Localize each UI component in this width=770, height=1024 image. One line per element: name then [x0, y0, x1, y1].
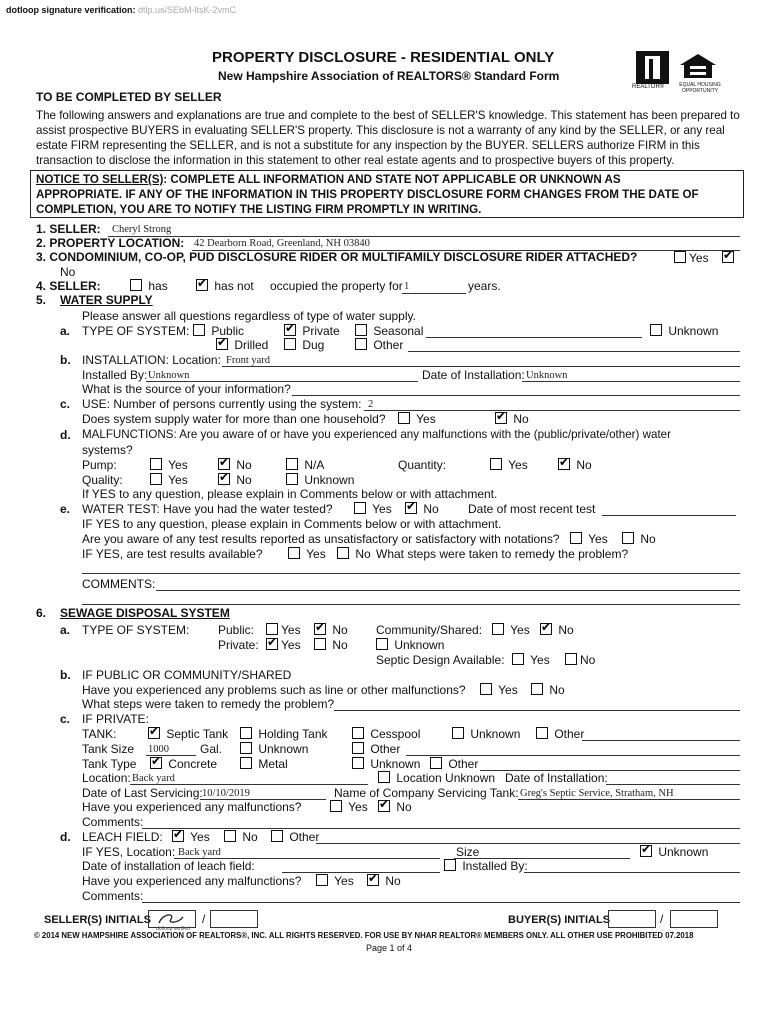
- verification-label: dotloop signature verification:: [6, 5, 136, 15]
- seasonal-label: Seasonal: [373, 324, 424, 338]
- unknown-label: Unknown: [658, 845, 709, 859]
- quality-unknown[interactable]: [286, 473, 354, 487]
- notice-label: NOTICE TO SELLER(S): [36, 173, 164, 186]
- no-label: No: [423, 502, 439, 516]
- more-than-one-label: Does system supply water for more than one household?: [82, 412, 386, 426]
- unsatisfactory-label: Are you aware of any test results reported as unsatisfactory or satisfactory with notations?: [82, 532, 560, 546]
- pump-label: Pump:: [82, 458, 117, 472]
- company-label: Name of Company Servicing Tank:: [334, 786, 519, 800]
- occupied-label: occupied the property for: [270, 279, 403, 293]
- water-test-label: WATER TEST: Have you had the water tested?: [82, 502, 333, 516]
- problems-label: Have you experienced any problems such as line or other malfunctions?: [82, 683, 466, 697]
- initials-signature-icon: [149, 911, 195, 927]
- quality-yes-checkbox[interactable]: [150, 473, 162, 485]
- water-private-checkbox[interactable]: [284, 324, 296, 336]
- water-answer-all: Please answer all questions regardless of type of water supply.: [82, 309, 416, 323]
- concrete-option[interactable]: [150, 757, 217, 771]
- problems-yes[interactable]: [480, 683, 518, 697]
- sewage-b: b.: [60, 668, 71, 682]
- sewage-private-yes-checkbox[interactable]: [266, 638, 278, 650]
- leach-other[interactable]: [271, 830, 319, 844]
- no-label: No: [640, 532, 656, 546]
- company-value[interactable]: Greg's Septic Service, Stratham, NH: [520, 788, 674, 799]
- form-title: PROPERTY DISCLOSURE - RESIDENTIAL ONLY: [212, 49, 555, 66]
- sewage-title: SEWAGE DISPOSAL SYSTEM: [60, 606, 230, 620]
- property-location-value[interactable]: 42 Dearborn Road, Greenland, NH 03840: [194, 238, 370, 249]
- pump-yes[interactable]: [150, 458, 188, 472]
- buyer-initials-label: BUYER(S) INITIALS: [508, 914, 611, 926]
- tank-other-checkbox[interactable]: [536, 727, 548, 739]
- yes-label: Yes: [530, 653, 550, 667]
- cesspool-checkbox[interactable]: [352, 727, 364, 739]
- systems-label: systems?: [82, 443, 133, 457]
- seller-initials-label: SELLER(S) INITIALS: [44, 914, 151, 926]
- water-drilled-checkbox[interactable]: [216, 338, 228, 350]
- installed-by-label: Installed By:: [462, 859, 528, 873]
- holding-tank-checkbox[interactable]: [240, 727, 252, 739]
- other-label: Other: [373, 338, 404, 352]
- quantity-no-checkbox[interactable]: [558, 458, 570, 470]
- has-not-checkbox[interactable]: [196, 279, 208, 291]
- leach-date-label: Date of installation of leach field:: [82, 859, 255, 873]
- unsatisfactory-yes-checkbox[interactable]: [570, 532, 582, 544]
- metal-checkbox[interactable]: [240, 757, 252, 769]
- septic-tank-label: Septic Tank: [166, 727, 229, 741]
- cesspool-other-checkbox[interactable]: [352, 742, 364, 754]
- verification-line: [6, 5, 236, 15]
- realtor-logo: [636, 51, 669, 84]
- sewage-private-yes[interactable]: [266, 638, 301, 652]
- sewage-public-label: Public:: [218, 623, 255, 637]
- tank-malfunctions-no-checkbox[interactable]: [378, 800, 390, 812]
- tank-label: TANK:: [82, 727, 117, 741]
- tank-unknown-option[interactable]: [452, 727, 520, 741]
- leach-malfunctions-label: Have you experienced any malfunctions?: [82, 874, 302, 888]
- leach-field-label: LEACH FIELD:: [82, 830, 163, 844]
- no-label: No: [549, 683, 565, 697]
- water-dug-checkbox[interactable]: [284, 338, 296, 350]
- date-installation-value[interactable]: Unknown: [526, 370, 568, 381]
- sewage-public-no[interactable]: [314, 623, 348, 637]
- yes-label: Yes: [416, 412, 436, 426]
- condo-rider-label: 3. CONDOMINIUM, CO-OP, PUD DISCLOSURE RIDER OR MULTIFAMILY DISCLOSURE RIDER ATTACHED?: [36, 250, 638, 264]
- has-option[interactable]: [130, 279, 168, 293]
- sewage-num: 6.: [36, 606, 47, 620]
- tank-size-value[interactable]: 1000: [148, 744, 169, 755]
- dug-label: Dug: [302, 338, 325, 352]
- no-label: No: [355, 547, 371, 561]
- other-label: Other: [448, 757, 479, 771]
- metal-option[interactable]: [240, 757, 288, 771]
- yes-label: Yes: [168, 458, 188, 472]
- leach-location-value[interactable]: Back yard: [178, 847, 221, 858]
- no-label: No: [385, 874, 401, 888]
- community-no-checkbox[interactable]: [540, 623, 552, 635]
- yes-label: Yes: [689, 251, 709, 265]
- intro-heading: TO BE COMPLETED BY SELLER: [36, 90, 222, 104]
- condo-no-checkbox[interactable]: [722, 251, 737, 265]
- water-supply-title: WATER SUPPLY: [60, 293, 153, 307]
- sewage-private-label: Private:: [218, 638, 259, 652]
- tank-comments-label: Comments:: [82, 815, 144, 829]
- gal-label: Gal.: [200, 742, 223, 756]
- water-seasonal-option[interactable]: [355, 324, 423, 338]
- intro-line: The following answers and explanations are true and complete to the best of SELLER'S knowledge. This statement has been prepared to: [36, 109, 740, 122]
- water-public-checkbox[interactable]: [193, 324, 205, 336]
- last-servicing-label: Date of Last Servicing:: [82, 786, 203, 800]
- private-label: Private: [302, 324, 340, 338]
- metal-label: Metal: [258, 757, 288, 771]
- condo-yes[interactable]: [674, 251, 709, 265]
- type-other-checkbox[interactable]: [430, 757, 442, 769]
- water-test-yes[interactable]: [354, 502, 392, 516]
- tank-date-installation-label: Date of Installation:: [505, 771, 608, 785]
- intro-line: assist prospective BUYERS in evaluating SELLER'S property. This disclosure is not a warranty of any kind by the SELLER, or any real: [36, 124, 725, 137]
- sewage-type-label: TYPE OF SYSTEM:: [82, 623, 190, 637]
- installed-by-checkbox[interactable]: [444, 859, 456, 871]
- unknown-label: Unknown: [394, 638, 445, 652]
- if-yes-explain: If YES to any question, please explain in Comments below or with attachment.: [82, 487, 498, 501]
- no-label: No: [236, 458, 252, 472]
- community-yes-checkbox[interactable]: [492, 623, 504, 635]
- no-label: No: [236, 473, 252, 487]
- if-yes-explain-2: IF YES to any question, please explain in Comments below or with attachment.: [82, 517, 502, 531]
- copyright-text: © 2014 NEW HAMPSHIRE ASSOCIATION OF REALTORS®, INC. ALL RIGHTS RESERVED. FOR USE BY NHAR REALTOR® MEMBERS ONLY. ALL OTHER USE PROHIBITED 07.2018: [34, 931, 694, 940]
- property-location-label: 2. PROPERTY LOCATION:: [36, 236, 185, 250]
- sewage-d: d.: [60, 830, 71, 844]
- leach-yes-checkbox[interactable]: [172, 830, 184, 842]
- pump-na-checkbox[interactable]: [286, 458, 298, 470]
- notice-text: [36, 172, 699, 217]
- tank-malfunctions-label: Have you experienced any malfunctions?: [82, 800, 302, 814]
- septic-tank-option[interactable]: [148, 727, 228, 741]
- quality-yes[interactable]: [150, 473, 188, 487]
- if-private-label: IF PRIVATE:: [82, 712, 149, 726]
- problems-yes-checkbox[interactable]: [480, 683, 492, 695]
- septic-design-label: Septic Design Available:: [376, 653, 505, 667]
- water-test-no[interactable]: [405, 502, 439, 516]
- type-other-option[interactable]: [430, 757, 478, 771]
- leach-size-unknown[interactable]: [640, 845, 708, 859]
- leach-comments-label: Comments:: [82, 889, 144, 903]
- leach-other-checkbox[interactable]: [271, 830, 283, 842]
- has-not-option[interactable]: [196, 279, 254, 293]
- form-subtitle: New Hampshire Association of REALTORS® Standard Form: [218, 69, 560, 83]
- leach-no-checkbox[interactable]: [224, 830, 236, 842]
- septic-design-yes-checkbox[interactable]: [512, 653, 524, 665]
- water-comments-label: COMMENTS:: [82, 577, 156, 591]
- tank-malfunctions-yes[interactable]: [330, 800, 368, 814]
- water-num: 5.: [36, 293, 47, 307]
- pump-no-checkbox[interactable]: [218, 458, 230, 470]
- quantity-no[interactable]: [558, 458, 592, 472]
- unknown-label: Unknown: [668, 324, 719, 338]
- na-label: N/A: [304, 458, 325, 472]
- leach-no[interactable]: [224, 830, 258, 844]
- water-test-yes-checkbox[interactable]: [354, 502, 366, 514]
- installed-by-label: Installed By:: [82, 368, 148, 382]
- yes-label: Yes: [281, 638, 301, 652]
- other-label: Other: [370, 742, 401, 756]
- tank-size-label: Tank Size: [82, 742, 135, 756]
- leach-size-label: Size: [456, 845, 480, 859]
- household-yes[interactable]: [398, 412, 436, 426]
- leach-malfunctions-yes-checkbox[interactable]: [316, 874, 328, 886]
- no-label: No: [576, 458, 592, 472]
- notice-line: COMPLETION, YOU ARE TO NOTIFY THE LISTING FIRM PROMPTLY IN WRITING.: [36, 203, 482, 216]
- problems-no[interactable]: [531, 683, 565, 697]
- location-unknown-label: Location Unknown: [396, 771, 496, 785]
- location-unknown-option[interactable]: [378, 771, 495, 785]
- has-checkbox[interactable]: [130, 279, 142, 291]
- years-value[interactable]: 1: [404, 281, 410, 292]
- no-label: No: [242, 830, 258, 844]
- installation-location-value[interactable]: Front yard: [226, 355, 271, 366]
- if-public-label: IF PUBLIC OR COMMUNITY/SHARED: [82, 668, 292, 682]
- septic-tank-checkbox[interactable]: [148, 727, 160, 739]
- water-a: a.: [60, 324, 71, 338]
- leach-malfunctions-yes[interactable]: [316, 874, 354, 888]
- buyer-initials-box-2[interactable]: [670, 910, 718, 928]
- use-label: USE: Number of persons currently using the system:: [82, 397, 362, 411]
- household-no[interactable]: [495, 412, 529, 426]
- community-yes[interactable]: [492, 623, 530, 637]
- persons-value[interactable]: 2: [368, 399, 374, 410]
- installed-by-value[interactable]: Unknown: [148, 370, 190, 381]
- unknown-label: Unknown: [370, 757, 421, 771]
- cesspool-other-option[interactable]: [352, 742, 400, 756]
- unknown-label: Unknown: [258, 742, 309, 756]
- quality-label: Quality:: [82, 473, 123, 487]
- tank-location-value[interactable]: Back yard: [132, 773, 175, 784]
- public-label: Public: [211, 324, 245, 338]
- buyer-initials-slash: /: [660, 912, 664, 926]
- water-other-option[interactable]: [355, 338, 403, 352]
- quantity-label: Quantity:: [398, 458, 447, 472]
- other-label: Other: [289, 830, 320, 844]
- dotloop-stamp: dotloop verified: [156, 926, 190, 932]
- eho-text: EQUAL HOUSING OPPORTUNITY: [679, 82, 721, 94]
- notice-line: APPROPRIATE. IF ANY OF THE INFORMATION IN THIS PROPERTY DISCLOSURE FORM CHANGES FROM THE DATE OF: [36, 188, 699, 201]
- intro-paragraph: [36, 108, 740, 168]
- page-number: Page 1 of 4: [366, 943, 413, 953]
- seller-value[interactable]: Cheryl Strong: [112, 224, 172, 235]
- water-unknown-option[interactable]: [650, 324, 718, 338]
- tank-unknown-checkbox[interactable]: [452, 727, 464, 739]
- has-label: has: [148, 279, 168, 293]
- sewage-a: a.: [60, 623, 71, 637]
- household-no-checkbox[interactable]: [495, 412, 507, 424]
- quantity-yes-checkbox[interactable]: [490, 458, 502, 470]
- results-yes-checkbox[interactable]: [288, 547, 300, 559]
- water-seasonal-checkbox[interactable]: [355, 324, 367, 336]
- sewage-public-no-checkbox[interactable]: [314, 623, 326, 635]
- water-b: b.: [60, 353, 71, 367]
- pump-na[interactable]: [286, 458, 324, 472]
- holding-tank-label: Holding Tank: [258, 727, 328, 741]
- unsatisfactory-no[interactable]: [622, 532, 656, 546]
- unsatisfactory-yes[interactable]: [570, 532, 608, 546]
- tank-malfunctions-yes-checkbox[interactable]: [330, 800, 342, 812]
- seller-occupancy-label: 4. SELLER:: [36, 279, 101, 293]
- leach-location-label: IF YES, Location:: [82, 845, 176, 859]
- yes-label: Yes: [306, 547, 326, 561]
- location-unknown-checkbox[interactable]: [378, 771, 390, 783]
- size-unknown-option[interactable]: [240, 742, 308, 756]
- quality-no-checkbox[interactable]: [218, 473, 230, 485]
- water-other-checkbox[interactable]: [355, 338, 367, 350]
- drilled-label: Drilled: [234, 338, 269, 352]
- concrete-label: Concrete: [168, 757, 218, 771]
- tank-location-label: Location:: [82, 771, 131, 785]
- yes-label: Yes: [498, 683, 518, 697]
- source-label: What is the source of your information?: [82, 382, 291, 396]
- yes-label: Yes: [588, 532, 608, 546]
- yes-label: Yes: [190, 830, 210, 844]
- water-drilled-option[interactable]: [216, 338, 268, 352]
- has-not-label: has not: [214, 279, 254, 293]
- sewage-private-no-checkbox[interactable]: [314, 638, 326, 650]
- no-label: No: [558, 623, 574, 637]
- water-dug-option[interactable]: [284, 338, 324, 352]
- yes-label: Yes: [168, 473, 188, 487]
- community-unknown-checkbox[interactable]: [376, 638, 388, 650]
- cesspool-option[interactable]: [352, 727, 420, 741]
- buyer-initials-box-1[interactable]: [608, 910, 656, 928]
- unknown-label: Unknown: [304, 473, 355, 487]
- water-test-no-checkbox[interactable]: [405, 502, 417, 514]
- no-label: No: [332, 623, 348, 637]
- sewage-public-yes-checkbox[interactable]: [266, 623, 278, 635]
- water-d: d.: [60, 428, 71, 442]
- intro-line: estate FIRM representing the SELLER, and is not a substitute for any inspection by the BUYER. SELLERS authorize FIRM in this: [36, 139, 700, 152]
- seller-initials-box-2[interactable]: [210, 910, 258, 928]
- tank-other-option[interactable]: [536, 727, 584, 741]
- type-unknown-option[interactable]: [352, 757, 420, 771]
- yes-label: Yes: [372, 502, 392, 516]
- type-unknown-checkbox[interactable]: [352, 757, 364, 769]
- realtor-logo-text: REALTOR®: [632, 84, 665, 90]
- leach-size-unknown-checkbox[interactable]: [640, 845, 652, 857]
- last-servicing-value[interactable]: 10/10/2019: [202, 788, 250, 799]
- leach-malfunctions-no[interactable]: [367, 874, 401, 888]
- problems-no-checkbox[interactable]: [531, 683, 543, 695]
- condo-no-label: No: [60, 265, 76, 279]
- size-unknown-checkbox[interactable]: [240, 742, 252, 754]
- water-e: e.: [60, 502, 71, 516]
- water-c: c.: [60, 397, 71, 411]
- verification-link[interactable]: dtlp.us/SEbM-ltsK-2vmC: [138, 5, 237, 15]
- no-label: No: [396, 800, 412, 814]
- installation-label: INSTALLATION: Location:: [82, 353, 221, 367]
- notice-line: : COMPLETE ALL INFORMATION AND STATE NOT APPLICABLE OR UNKNOWN AS: [163, 173, 621, 186]
- seller-label: 1. SELLER:: [36, 222, 101, 236]
- no-label: No: [580, 653, 596, 667]
- other-label: Other: [554, 727, 585, 741]
- holding-tank-option[interactable]: [240, 727, 328, 741]
- years-label: years.: [468, 279, 501, 293]
- tank-type-label: Tank Type: [82, 757, 137, 771]
- leach-malfunctions-no-checkbox[interactable]: [367, 874, 379, 886]
- quality-no[interactable]: [218, 473, 252, 487]
- date-installation-label: Date of Installation:: [422, 368, 525, 382]
- results-no[interactable]: [337, 547, 371, 561]
- quality-unknown-checkbox[interactable]: [286, 473, 298, 485]
- septic-design-no-checkbox[interactable]: [565, 653, 577, 665]
- results-yes[interactable]: [288, 547, 326, 561]
- pump-yes-checkbox[interactable]: [150, 458, 162, 470]
- cesspool-label: Cesspool: [370, 727, 421, 741]
- installed-by-option[interactable]: [444, 859, 528, 873]
- remedy-label: What steps were taken to remedy the problem?: [376, 547, 629, 561]
- community-unknown[interactable]: [376, 638, 444, 652]
- recent-test-label: Date of most recent test: [468, 502, 596, 516]
- intro-line: transaction to disclose the information in this statement to other real estate agents and to prospective buyers of this property.: [36, 154, 675, 167]
- water-type-label: TYPE OF SYSTEM:: [82, 324, 190, 338]
- yes-label: Yes: [508, 458, 528, 472]
- no-label: No: [332, 638, 348, 652]
- results-no-checkbox[interactable]: [337, 547, 349, 559]
- community-no[interactable]: [540, 623, 574, 637]
- yes-label: Yes: [281, 623, 301, 637]
- household-yes-checkbox[interactable]: [398, 412, 410, 424]
- water-unknown-checkbox[interactable]: [650, 324, 662, 336]
- leach-yes[interactable]: [172, 830, 210, 844]
- seller-initials-slash: /: [202, 912, 206, 926]
- septic-design-no[interactable]: [565, 653, 595, 667]
- water-private-option[interactable]: [284, 324, 340, 338]
- concrete-checkbox[interactable]: [150, 757, 162, 769]
- unsatisfactory-no-checkbox[interactable]: [622, 532, 634, 544]
- malfunctions-label: MALFUNCTIONS: Are you aware of or have you experienced any malfunctions with the (public/private/other) water: [82, 428, 671, 441]
- yes-label: Yes: [348, 800, 368, 814]
- condo-yes-checkbox[interactable]: [674, 251, 686, 263]
- community-label: Community/Shared:: [376, 623, 483, 637]
- tank-malfunctions-no[interactable]: [378, 800, 412, 814]
- unknown-label: Unknown: [470, 727, 521, 741]
- equal-housing-icon: [678, 53, 718, 79]
- sewage-private-no[interactable]: [314, 638, 348, 652]
- septic-design-yes[interactable]: [512, 653, 550, 667]
- sewage-c: c.: [60, 712, 71, 726]
- results-available-label: IF YES, are test results available?: [82, 547, 263, 561]
- steps-label: What steps were taken to remedy the problem?: [82, 697, 335, 711]
- yes-label: Yes: [510, 623, 530, 637]
- quantity-yes[interactable]: [490, 458, 528, 472]
- no-label: No: [513, 412, 529, 426]
- yes-label: Yes: [334, 874, 354, 888]
